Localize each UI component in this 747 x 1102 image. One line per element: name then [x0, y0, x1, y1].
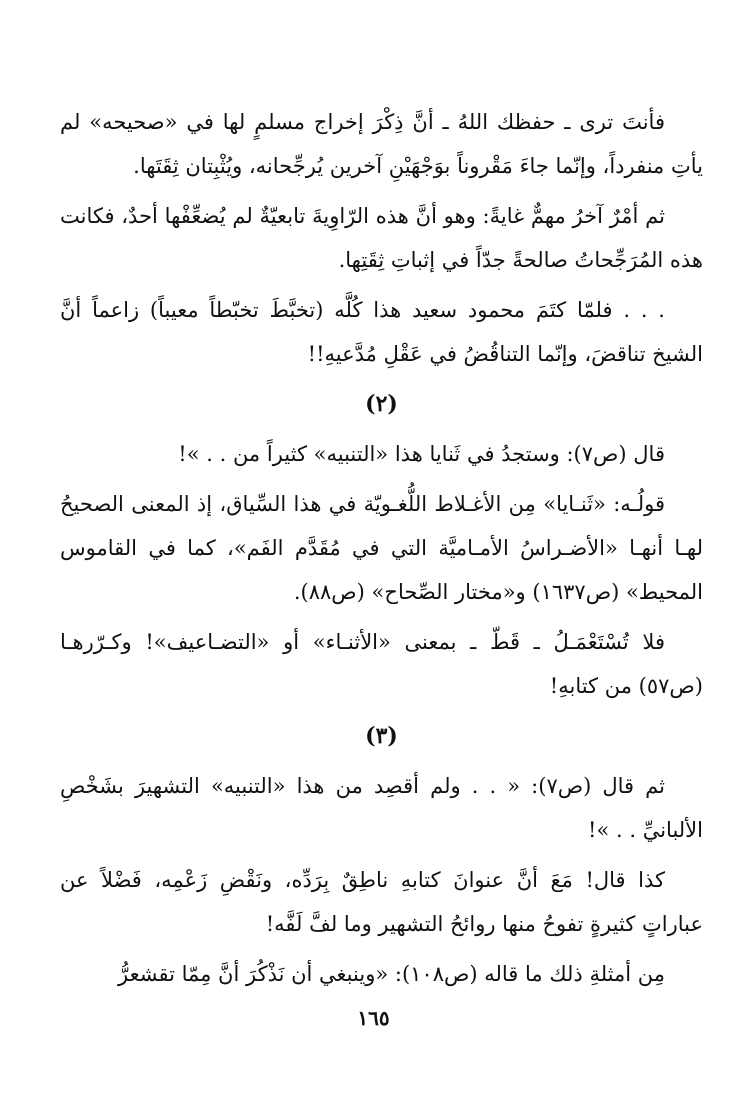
document-page [60, 100, 703, 1002]
paragraph: كذا قال! مَعَ أنَّ عنوانَ كتابهِ ناطِقٌ بِرَدِّه، ونَقْضِ زَعْمِه، فَضْلاً عن عباراتٍ كثيرةٍ تفوحُ منها روائحُ التشهير وما لفَّ لَفَّه! [60, 868, 703, 936]
paragraph: فأنتَ ترى ـ حفظك اللهُ ـ أنَّ ذِكْرَ إخراج مسلمٍ لها في «صحيحه» لم يأتِ منفرداً، وإنّما جاءَ مَقْروناً بوَجْهَيْنِ آخرين يُرجِّحانه، ويُثْبِتان ثِقَتَها. [60, 110, 703, 178]
paragraph: قولُـه: «ثَنـايا» مِن الأغـلاط اللُّغـويّة في هذا السِّياق، إذ المعنى الصحيحُ لهـا أنهـا «الأضـراسُ الأمـاميَّة التي في مُقَدَّم الفَم»، كما في القاموس المحيط» (ص١٦٣٧) و«مختار الصِّحاح» (ص٨٨). [60, 492, 703, 604]
page-number: ١٦٥ [357, 1006, 390, 1030]
section-heading-2: (٢) [365, 391, 398, 417]
paragraph: مِن أمثلةِ ذلك ما قاله (ص١٠٨): «وينبغي أن نَذْكُرَ أنَّ مِمّا تقشعرُّ [118, 962, 665, 986]
paragraph: قال (ص٧): وستجدُ في ثَنايا هذا «التنبيه» كثيراً من . . »! [178, 442, 665, 466]
paragraph: ثم أمْرٌ آخرُ مهمٌّ غايةً: وهو أنَّ هذه الرّاوِيةَ تابعيّةٌ لم يُضعِّفْها أحدٌ، فكانت هذه المُرَجِّحاتُ صالحةً جدّاً في إثباتِ ثِقَتِها. [60, 204, 703, 272]
paragraph: . . . فلمّا كتَمَ محمود سعيد هذا كُلَّه (تخبَّطَ تخبّطاً معيباً) زاعماً أنَّ الشيخ تناقضَ، وإنّما التناقُضُ في عَقْلِ مُدَّعيهِ!! [60, 298, 703, 366]
section-heading-3: (٣) [365, 723, 398, 749]
paragraph: ثم قال (ص٧): « . . ولم أقصِد من هذا «التنبيه» التشهيرَ بشَخْصِ الألبانيِّ . . »! [60, 774, 703, 842]
paragraph: فلا تُسْتَعْمَـلُ ـ قَطّ ـ بمعنى «الأثنـاء» أو «التضـاعيف»! وكـرّرهـا (ص٥٧) من كتابهِ! [60, 630, 703, 698]
